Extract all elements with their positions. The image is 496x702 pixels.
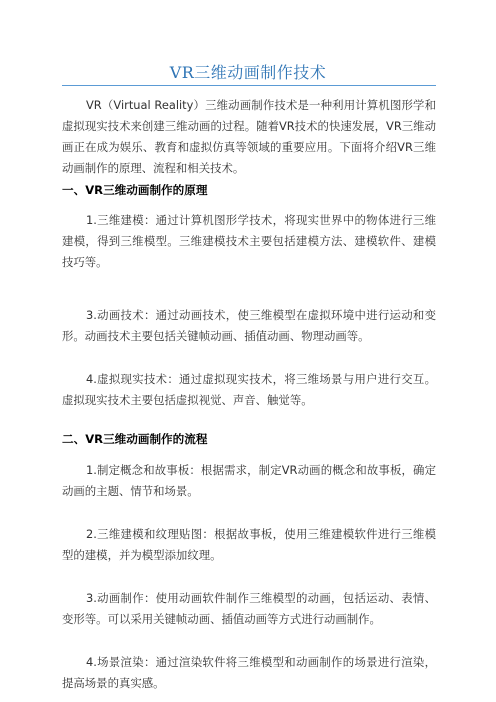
- process-item-4: 4.场景渲染：通过渲染软件将三维模型和动画制作的场景进行渲染，提高场景的真实感。: [62, 655, 436, 690]
- process-item-1: 1.制定概念和故事板：根据需求，制定VR动画的概念和故事板，确定动画的主题、情节和场景。: [62, 463, 436, 498]
- principle-item-4: 4.虚拟现实技术：通过虚拟现实技术，将三维场景与用户进行交互。虚拟现实技术主要包括虚拟视觉、声音、触觉等。: [62, 372, 436, 407]
- principle-item-1: 1.三维建模：通过计算机图形学技术，将现实世界中的物体进行三维建模，得到三维模型。三维建模技术主要包括建模方法、建模软件、建模技巧等。: [62, 213, 436, 269]
- intro-paragraph: VR（Virtual Reality）三维动画制作技术是一种利用计算机图形学和虚拟现实技术来创建三维动画的过程。随着VR技术的快速发展，VR三维动画正在成为娱乐、教育和虚拟仿真等领域的重要应用。下面将介绍VR三维动画制作的原理、流程和相关技术。: [62, 98, 436, 175]
- process-item-3: 3.动画制作：使用动画软件制作三维模型的动画，包括运动、表情、变形等。可以采用关键帧动画、插值动画等方式进行动画制作。: [62, 591, 436, 626]
- principle-item-3: 3.动画技术：通过动画技术，使三维模型在虚拟环境中进行运动和变形。动画技术主要包括关键帧动画、插值动画、物理动画等。: [62, 308, 436, 343]
- title-underline: [62, 85, 436, 86]
- process-item-2: 2.三维建模和纹理贴图：根据故事板，使用三维建模软件进行三维模型的建模，并为模型添加纹理。: [62, 527, 436, 562]
- section-heading-process: 二、VR三维动画制作的流程: [62, 432, 208, 446]
- section-heading-principle: 一、VR三维动画制作的原理: [62, 183, 208, 197]
- document-title: VR三维动画制作技术: [169, 63, 327, 82]
